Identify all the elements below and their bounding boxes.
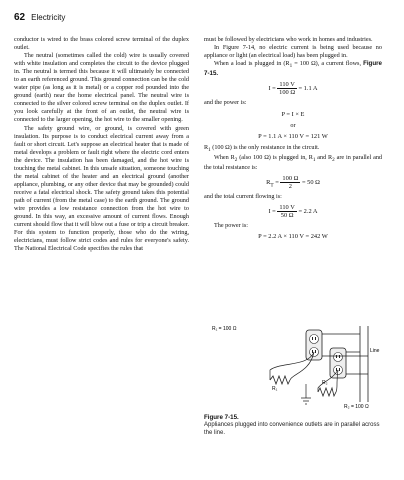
equation-total-resistance: $R_T$ = $\frac{100 \Omega}{2}$ = 50 Ω [266,175,320,191]
ground-icon [301,384,311,404]
paragraph: $R_1$ (100 Ω) is the only resistance in the circuit. [204,143,320,153]
paragraph: and the total current flowing is: [204,193,282,201]
paragraph: and the power is: [204,99,247,107]
outlet-icon [306,330,322,360]
paragraph: When $R_2$ (also 100 Ω) is plugged in, $R_1$ and $R_2$ are in parallel and the total resistance is: [204,153,383,172]
page-header [14,12,65,23]
caption-text: Appliances plugged into convenience outlets are in parallel across the line. [204,421,380,436]
equation-current-1: I = $\frac{110 V}{100 \Omega}$ = 1.1 A [268,81,318,97]
left-column [14,36,189,253]
chapter-title: Electricity [31,13,66,22]
paragraph: The safety ground wire, or ground, is covered with green insulation. Its purpose is to conduct electrical current away from a fault or short circuit. Let's suppose an electrical heater that is made of metal develops a problem or fault right where the electric cord enters the device. The insulation has been damaged, and the hot wire is touching the metal cabinet. In this unsafe situation, someone touching the metal cabinet of the heater and an electrical ground (another appliance, plumbing, or any other device that may be grounded) could receive a fatal electrical shock. The safety ground takes this potential path of current (from the metal case) to the earth ground. The ground wire provides a low resistance connection from the hot wire to ground. In this way, an excessive amount of current flows. Enough current should flow that it will blow out a fuse or trip a circuit breaker. For this system to function properly, those who do the wiring, electricians, must follow strict codes and rules for everyone's safety. The National Electrical Code specifies the rules that [14,124,189,253]
paragraph: In Figure 7-14, no electric current is being used because no appliance or light (an electrical load) has been plugged in. [204,44,382,60]
paragraph: must be followed by electricians who work in homes and industries. [204,36,373,43]
outlet-icon [330,348,346,378]
right-column [204,36,382,244]
label-r2: R₂ [322,380,328,386]
or-text: or [290,121,296,129]
caption-number: Figure 7-15. [204,414,239,421]
equation-power-formula: P = I × E [281,110,305,118]
figure-reference: Figure 7-15. [204,60,382,78]
resistor-r1-icon [270,376,290,384]
label-r1-value: R₁ = 100 Ω [212,326,237,332]
label-r2-value: R₂ = 100 Ω [344,404,369,410]
paragraph: conductor is wired to the brass colored screw terminal of the duplex outlet. [14,36,189,52]
label-r1: R₁ [272,386,278,392]
paragraph: When a load is plugged in ($R_1 = 100$ Ω), a current flows, Figure 7-15. [204,60,382,78]
equation-power-2: P = 2.2 A × 110 V = 242 W [258,233,328,241]
resistor-r2-icon [318,388,336,396]
label-line: Line [370,348,380,354]
page-number: 62 [14,12,26,23]
figure-caption [204,414,382,437]
paragraph: The neutral (sometimes called the cold) wire is usually covered with white insulation and completes the circuit to the device plugged in. The neutral is termed this because it will ultimately be connected to an earth referenced ground. This ground connection can be the cold water pipe (as long as it is metal) or a copper rod pounded into the ground (earth) near the home electrical panel. The neutral wire is connected to the silver colored screw terminal on the duplex outlet. If you look carefully at the front of an outlet, the neutral wire is connected to the larger opening, the hot wire to the smaller opening. [14,52,189,124]
figure-7-15-diagram [210,322,380,410]
equation-current-2: I = $\frac{110 V}{50 \Omega}$ = 2.2 A [268,204,318,220]
paragraph: The power is: [214,222,249,230]
equation-power-1: P = 1.1 A × 110 V = 121 W [258,132,328,140]
